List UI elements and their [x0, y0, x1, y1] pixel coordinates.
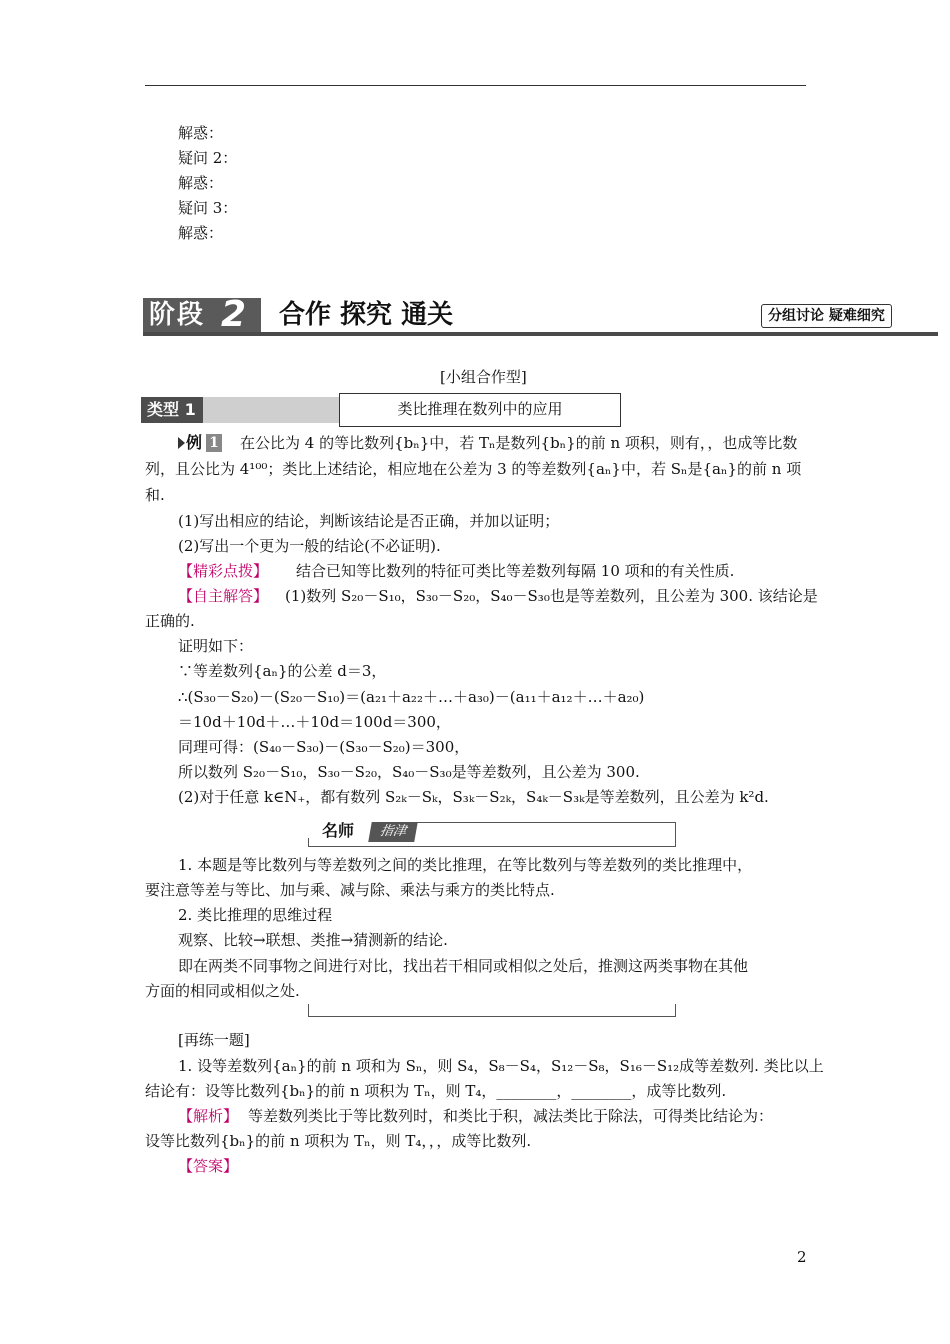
box-top-rule: [416, 822, 676, 823]
banner-bar: [143, 332, 938, 336]
teacher-label: 名师: [322, 821, 355, 840]
practice-q1b: 结论有：设等比数列{bₙ}的前 n 项积为 Tₙ，则 T₄，________，________，成等比数列.: [145, 1082, 727, 1100]
stage-tag: 分组讨论 疑难细究: [761, 304, 892, 328]
intro-line-3: 解惑：: [178, 174, 224, 192]
top-rule: [145, 85, 806, 86]
stage-label: 阶段: [149, 300, 206, 330]
answer-tag-practice: 【答案】: [178, 1157, 239, 1175]
part-2-answer: (2)对于任意 k∈N₊，都有数列 S₂ₖ－Sₖ，S₃ₖ－S₂ₖ，S₄ₖ－S₃ₖ是等差数列，且公差为 k²d.: [178, 788, 769, 806]
example-word: 例: [186, 433, 203, 452]
question-2: (2)写出一个更为一般的结论(不必证明).: [178, 537, 441, 555]
analysis-line-b: 设等比数列{bₙ}的前 n 项积为 Tₙ，则 T₄，，，成等比数列.: [145, 1132, 532, 1150]
proof-line-5: 所以数列 S₂₀－S₁₀，S₃₀－S₂₀，S₄₀－S₃₀是等差数列，且公差为 300.: [178, 763, 640, 781]
question-1: (1)写出相应的结论，判断该结论是否正确，并加以证明；: [178, 512, 560, 530]
proof-line-3: ＝10d＋10d＋…＋10d＝100d＝300，: [178, 713, 451, 731]
box-top-line: [308, 846, 676, 847]
stage-number: 2: [221, 294, 247, 335]
example-tag: [178, 433, 222, 453]
example-line-3: 和.: [145, 486, 165, 504]
teacher-p1b: 要注意等差与等比、加与乘、减与除、乘法与乘方的类比特点.: [145, 881, 555, 899]
stage-box: [143, 294, 261, 335]
practice-q1a: 1. 设等差数列{aₙ}的前 n 项和为 Sₙ，则 S₄，S₈－S₄，S₁₂－S₈，S₁₆－S₁₂成等差数列. 类比以上: [178, 1057, 824, 1075]
teacher-guidance-box: [308, 820, 676, 1020]
intro-line-2: 疑问 2：: [178, 149, 238, 167]
box-left-edge: [308, 838, 309, 846]
type-title: 类比推理在数列中的应用: [339, 393, 621, 427]
box-bottom-right: [675, 1004, 676, 1016]
stage-title: 合作 探究 通关: [279, 300, 454, 330]
group-tag: [小组合作型]: [440, 368, 527, 386]
page-number: 2: [797, 1248, 807, 1266]
example-line-2: 列，且公比为 4¹⁰⁰；类比上述结论，相应地在公差为 3 的等差数列{aₙ}中，若 Sₙ是{aₙ}的前 n 项: [145, 460, 802, 478]
type-label: 类型 1: [141, 397, 203, 423]
teacher-p2: 2. 类比推理的思维过程: [178, 906, 333, 924]
box-bottom-line: [308, 1016, 676, 1017]
intro-line-4: 疑问 3：: [178, 199, 238, 217]
teacher-p1a: 1. 本题是等比数列与等差数列之间的类比推理，在等比数列与等差数列的类比推理中，: [178, 856, 753, 874]
box-bottom-left: [308, 1004, 309, 1016]
arrow-icon: [178, 437, 185, 449]
proof-line-4: 同理可得：(S₄₀－S₃₀)－(S₃₀－S₂₀)＝300，: [178, 738, 470, 756]
proof-line-1: ∵等差数列{aₙ}的公差 d＝3，: [178, 662, 387, 680]
stage-banner: [143, 296, 938, 336]
example-number: 1: [206, 434, 222, 452]
analysis-tag: 【解析】: [178, 1107, 239, 1125]
teacher-label-badge: 指津: [368, 822, 418, 842]
proof-line-2: ∴(S₃₀－S₂₀)－(S₂₀－S₁₀)＝(a₂₁＋a₂₂＋…＋a₃₀)－(a₁₁＋a₁₂＋…＋a₂₀): [178, 688, 645, 706]
type-grey-bar: [203, 397, 339, 423]
box-right-edge: [675, 822, 676, 846]
answer-line-2: 正确的.: [145, 612, 195, 630]
answer-line-1: (1)数列 S₂₀－S₁₀，S₃₀－S₂₀，S₄₀－S₃₀也是等差数列，且公差为 300. 该结论是: [285, 587, 818, 605]
teacher-p3: 观察、比较→联想、类推→猜测新的结论.: [178, 931, 448, 949]
teacher-p4b: 方面的相同或相似之处.: [145, 982, 300, 1000]
proof-head: 证明如下：: [178, 637, 254, 655]
hint-tag: 【精彩点拨】: [178, 562, 269, 580]
example-line-1: 在公比为 4 的等比数列{bₙ}中，若 Tₙ是数列{bₙ}的前 n 项积，则有，，也成等比数: [240, 434, 798, 452]
answer-tag: 【自主解答】: [178, 587, 269, 605]
teacher-p4a: 即在两类不同事物之间进行对比，找出若干相同或相似之处后，推测这两类事物在其他: [178, 957, 749, 975]
intro-line-5: 解惑：: [178, 224, 224, 242]
hint-text: 结合已知等比数列的特征可类比等差数列每隔 10 项和的有关性质.: [296, 562, 735, 580]
intro-line-1: 解惑：: [178, 124, 224, 142]
analysis-line-a: 等差数列类比于等比数列时，和类比于积，减法类比于除法，可得类比结论为：: [248, 1107, 774, 1125]
type-header: [141, 393, 621, 427]
practice-tag: [再练一题]: [178, 1031, 250, 1049]
